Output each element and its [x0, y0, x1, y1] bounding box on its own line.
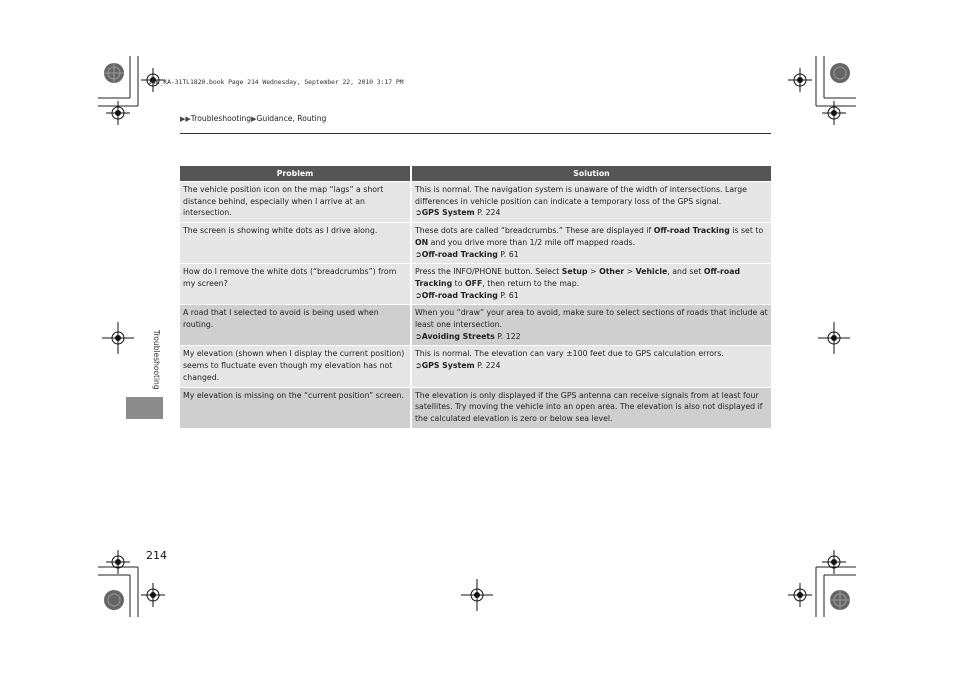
column-header-problem: Problem	[180, 166, 412, 181]
solution-cell	[412, 345, 771, 386]
problem-cell: How do I remove the white dots (“breadcrumbs”) from my screen?	[180, 263, 412, 304]
table-row	[180, 345, 771, 386]
solution-text: to	[452, 278, 465, 288]
problem-cell: A road that I selected to avoid is being used when routing.	[180, 304, 412, 345]
solution-cell	[412, 181, 771, 222]
breadcrumb-arrows-icon: ▶▶	[180, 115, 191, 123]
reference-link[interactable]: GPS System	[421, 361, 475, 371]
problem-cell: My elevation is missing on the “current position” screen.	[180, 387, 412, 428]
solution-text: , then return to the map.	[482, 278, 580, 288]
setting-value: ON	[415, 237, 429, 247]
breadcrumb-separator-icon: ▶	[251, 115, 257, 123]
menu-item-setup: Setup	[561, 267, 588, 277]
table-header-row	[180, 166, 771, 181]
troubleshooting-table	[180, 166, 771, 428]
reference-page: P. 61	[497, 290, 519, 300]
solution-text: This is normal. The navigation system is unaware of the width of intersections. Large differences in vehicle position can indicate a temporary loss of the GPS signal.	[415, 185, 747, 206]
column-header-solution: Solution	[412, 166, 771, 181]
problem-cell: My elevation (shown when I display the current position) seems to fluctuate even though my elevation has not changed.	[180, 345, 412, 386]
color-circle-bottom-right	[830, 590, 850, 610]
reference-link[interactable]: Off-road Tracking	[421, 249, 498, 259]
side-section-tab[interactable]	[126, 397, 163, 419]
solution-cell	[412, 263, 771, 304]
header-rule	[180, 133, 771, 134]
breadcrumb-section[interactable]: Troubleshooting	[190, 114, 252, 123]
reference-link[interactable]: Off-road Tracking	[421, 290, 498, 300]
reference-page: P. 122	[494, 331, 521, 341]
solution-text: When you “draw” your area to avoid, make sure to select sections of roads that include at least one intersection.	[415, 308, 768, 330]
setting-name: Off-road Tracking	[415, 267, 741, 288]
solution-text: >	[587, 267, 600, 277]
solution-text: , and set	[667, 267, 704, 277]
table-row	[180, 304, 771, 345]
table-row	[180, 387, 771, 428]
reference-page: P. 224	[474, 361, 501, 371]
menu-item-other: Other	[599, 267, 625, 277]
side-section-label: Troubleshooting	[152, 330, 161, 390]
reference-arrow-icon: ➲	[415, 290, 422, 300]
color-circle-top-left	[104, 63, 124, 83]
color-circle-bottom-left	[104, 590, 124, 610]
page-number: 214	[146, 549, 167, 562]
reference-link[interactable]: GPS System	[421, 208, 475, 218]
setting-name: Off-road Tracking	[653, 226, 730, 236]
solution-text: These dots are called “breadcrumbs.” These are displayed if	[415, 226, 654, 236]
reference-arrow-icon: ➲	[415, 331, 422, 341]
solution-text: and you drive more than 1/2 mile off mapped roads.	[428, 237, 636, 247]
reference-page: P. 224	[474, 208, 501, 218]
breadcrumb	[180, 114, 326, 123]
reference-page: P. 61	[497, 249, 519, 259]
print-file-header: 1SN_KA-31TL1820.book Page 214 Wednesday, September 22, 2010 3:17 PM	[148, 78, 404, 86]
menu-item-vehicle: Vehicle	[635, 267, 668, 277]
solution-cell: The elevation is only displayed if the GPS antenna can receive signals from at least four satellites. Try moving the vehicle into an open area. The elevation is also not displayed if the calculated elevation is zero or below sea level.	[412, 387, 771, 428]
reference-arrow-icon: ➲	[415, 208, 422, 218]
problem-cell: The vehicle position icon on the map “lags” a short distance behind, especially when I arrive at an intersection.	[180, 181, 412, 222]
solution-cell	[412, 222, 771, 263]
table-row	[180, 263, 771, 304]
setting-value: OFF	[464, 278, 483, 288]
solution-text: >	[624, 267, 636, 277]
problem-cell: The screen is showing white dots as I drive along.	[180, 222, 412, 263]
reference-arrow-icon: ➲	[415, 249, 422, 259]
solution-text: This is normal. The elevation can vary ±100 feet due to GPS calculation errors.	[415, 349, 724, 359]
solution-text: is set to	[729, 226, 764, 236]
table-row	[180, 181, 771, 222]
solution-cell	[412, 304, 771, 345]
reference-arrow-icon: ➲	[415, 361, 422, 371]
reference-link[interactable]: Avoiding Streets	[421, 331, 495, 341]
color-circle-top-right	[830, 63, 850, 83]
breadcrumb-topic: Guidance, Routing	[256, 114, 327, 123]
solution-text: Press the INFO/PHONE button. Select	[415, 267, 562, 277]
table-row	[180, 222, 771, 263]
